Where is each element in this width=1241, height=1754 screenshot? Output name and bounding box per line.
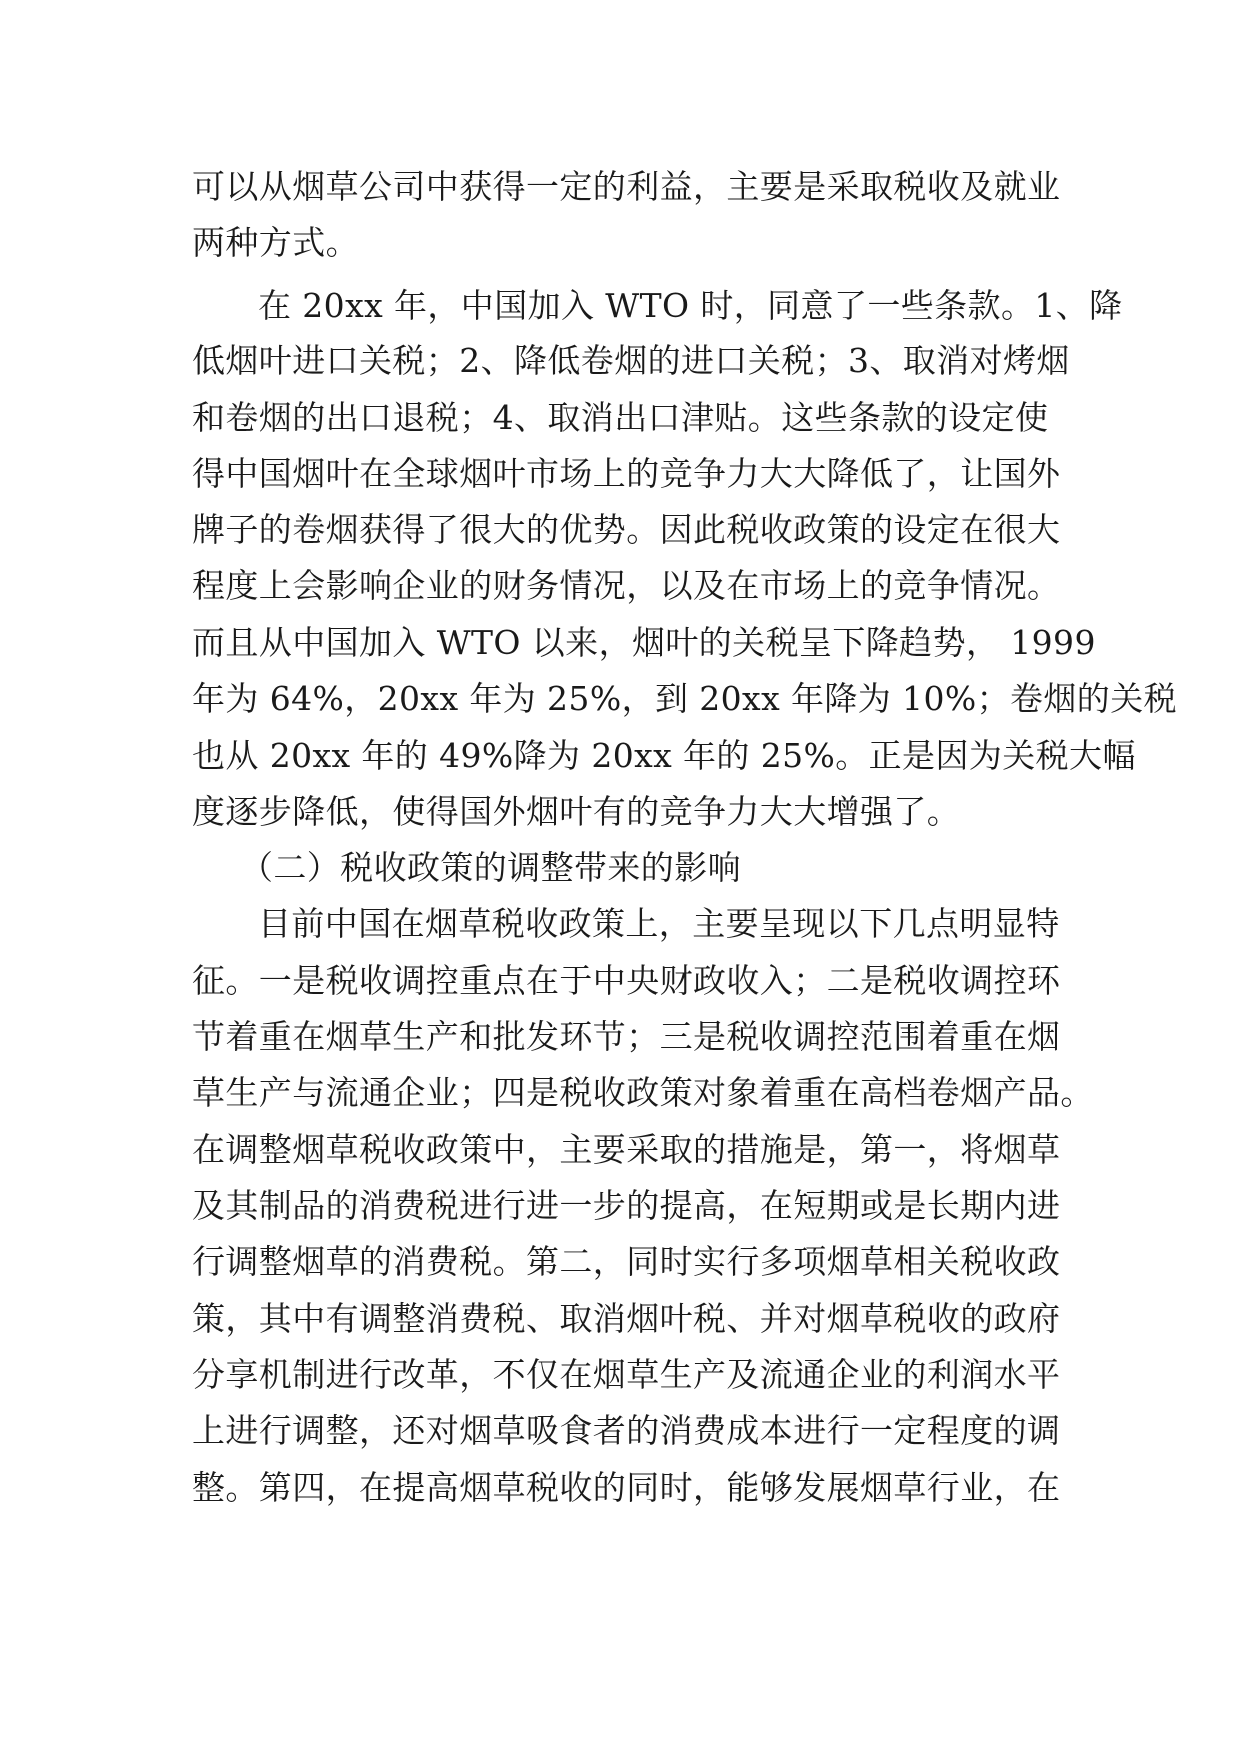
text-line: 低烟叶进口关税；2、降低卷烟的进口关税；3、取消对烤烟 xyxy=(192,341,1070,380)
section-heading: （二）税收政策的调整带来的影响 xyxy=(240,848,741,887)
text-line: 两种方式。 xyxy=(192,223,359,262)
text-line: 和卷烟的出口退税；4、取消出口津贴。这些条款的设定使 xyxy=(192,398,1049,437)
text-line: 及其制品的消费税进行进一步的提高，在短期或是长期内进 xyxy=(192,1186,1061,1225)
text-line: 在调整烟草税收政策中，主要采取的措施是，第一，将烟草 xyxy=(192,1130,1061,1169)
text-line: 程度上会影响企业的财务情况，以及在市场上的竞争情况。 xyxy=(192,566,1061,605)
text-line: 节着重在烟草生产和批发环节；三是税收调控范围着重在烟 xyxy=(192,1017,1061,1056)
text-line: 草生产与流通企业；四是税收政策对象着重在高档卷烟产品。 xyxy=(192,1073,1094,1112)
paragraph-start-line: 目前中国在烟草税收政策上，主要呈现以下几点明显特 xyxy=(258,904,1060,943)
text-line: 分享机制进行改革，不仅在烟草生产及流通企业的利润水平 xyxy=(192,1355,1061,1394)
text-line: 上进行调整，还对烟草吸食者的消费成本进行一定程度的调 xyxy=(192,1411,1061,1450)
text-line: 策，其中有调整消费税、取消烟叶税、并对烟草税收的政府 xyxy=(192,1299,1061,1338)
text-line: 整。第四，在提高烟草税收的同时，能够发展烟草行业，在 xyxy=(192,1468,1061,1507)
paragraph-start-line: 在 20xx 年，中国加入 WTO 时，同意了一些条款。1、降 xyxy=(258,286,1123,325)
text-line: 也从 20xx 年的 49%降为 20xx 年的 25%。正是因为关税大幅 xyxy=(192,736,1136,775)
text-line: 可以从烟草公司中获得一定的利益，主要是采取税收及就业 xyxy=(192,167,1061,206)
text-line: 行调整烟草的消费税。第二，同时实行多项烟草相关税收政 xyxy=(192,1242,1061,1281)
text-line: 得中国烟叶在全球烟叶市场上的竞争力大大降低了，让国外 xyxy=(192,454,1061,493)
text-line: 牌子的卷烟获得了很大的优势。因此税收政策的设定在很大 xyxy=(192,510,1061,549)
text-line: 年为 64%，20xx 年为 25%，到 20xx 年降为 10%；卷烟的关税 xyxy=(192,679,1178,718)
text-line: 度逐步降低，使得国外烟叶有的竞争力大大增强了。 xyxy=(192,792,961,831)
text-line: 征。一是税收调控重点在于中央财政收入；二是税收调控环 xyxy=(192,961,1061,1000)
text-line: 而且从中国加入 WTO 以来，烟叶的关税呈下降趋势， 1999 xyxy=(192,623,1096,662)
